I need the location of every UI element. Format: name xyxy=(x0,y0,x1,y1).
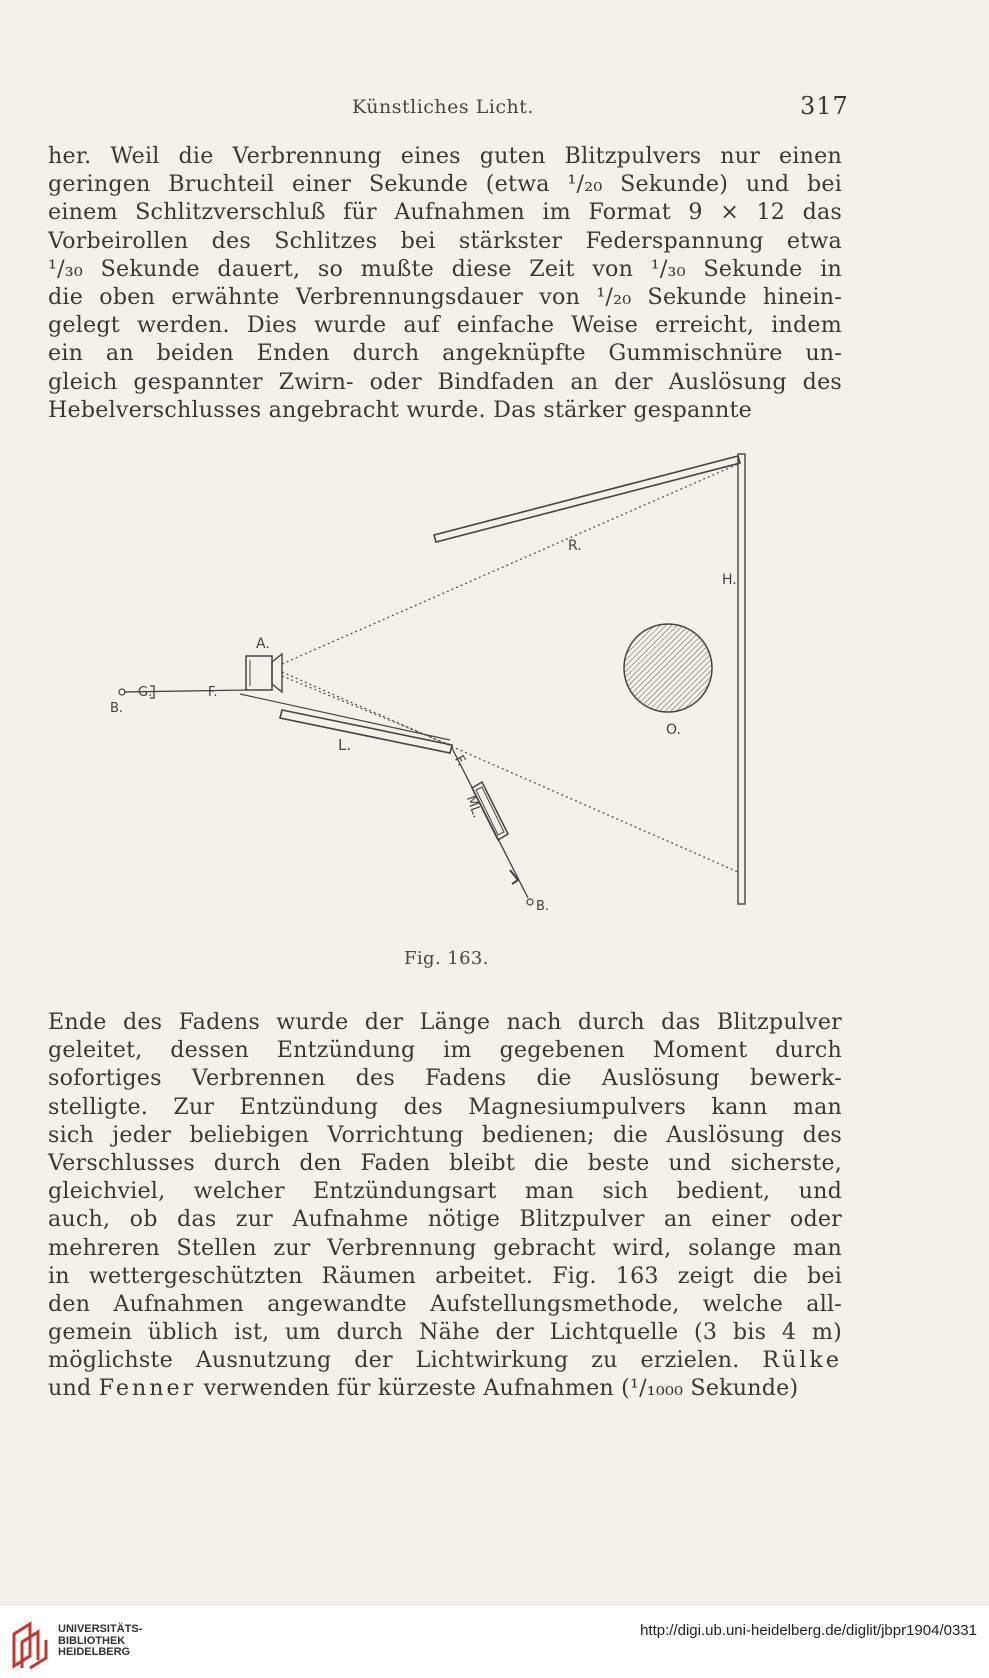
library-name-line: HEIDELBERG xyxy=(58,1646,131,1658)
label-f1: F. xyxy=(208,685,218,700)
text-line: Ende des Fadens wurde der Länge nach durch das Blitzpulver xyxy=(48,1009,842,1035)
text-line: einem Schlitzverschluß für Aufnahmen im Format 9 × 12 das xyxy=(48,199,842,226)
text-line: Vorbeirollen des Schlitzes bei stärkster Federspannung etwa xyxy=(48,227,842,254)
text-line: die oben erwähnte Verbrennungsdauer von ¹/₂₀ Sekunde hinein- xyxy=(48,283,842,310)
board-l xyxy=(280,710,452,753)
library-name-line: UNIVERSITÄTS- xyxy=(58,1623,143,1635)
library-name-line: BIBLIOTHEK xyxy=(58,1634,126,1647)
paragraph-1 xyxy=(48,142,842,424)
label-f2: F. xyxy=(451,753,469,769)
label-h: H. xyxy=(722,572,737,588)
text-line: gleichviel, welcher Entzündungsart man sich bedient, und xyxy=(48,1178,842,1205)
board-h xyxy=(738,454,745,904)
text-line: sich jeder beliebigen Vorrichtung bedienen; die Auslösung des xyxy=(48,1121,842,1148)
text-line: Hebelverschlusses angebracht wurde. Das stärker gespannte xyxy=(48,396,752,423)
paragraph-2 xyxy=(48,1008,842,1403)
label-g1: G. xyxy=(138,685,153,700)
text-line: geringen Bruchteil einer Sekunde (etwa ¹/₂₀ Sekunde) und bei xyxy=(48,171,842,198)
running-head xyxy=(0,92,989,122)
text-line xyxy=(48,1374,842,1402)
text-line: ¹/₃₀ Sekunde dauert, so mußte diese Zeit von ¹/₃₀ Sekunde in xyxy=(48,255,842,282)
text-line: den Aufnahmen angewandte Aufstellungsmethode, welche all- xyxy=(48,1290,842,1317)
text-line: sofortiges Verbrennen des Fadens die Auslösung bewerk- xyxy=(48,1065,842,1092)
text-line: her. Weil die Verbrennung eines guten Blitzpulvers nur einen xyxy=(48,143,842,169)
text-line: geleitet, dessen Entzündung im gegebenen Moment durch xyxy=(48,1037,842,1064)
text-line: gleich gespannter Zwirn- oder Bindfaden an der Auslösung des xyxy=(48,368,842,395)
text-line: mehreren Stellen zur Verbrennung gebracht wird, solange man xyxy=(48,1234,842,1261)
label-l: L. xyxy=(338,736,352,754)
label-a: A. xyxy=(256,636,270,652)
label-r: R. xyxy=(568,538,582,554)
text-line: gelegt werden. Dies wurde auf einfache Weise erreicht, indem xyxy=(48,312,842,339)
author-name: Fenner xyxy=(98,1375,197,1402)
library-logo-icon xyxy=(10,1620,54,1670)
text-segment: und xyxy=(48,1375,92,1402)
text-line xyxy=(48,1346,842,1374)
text-line: Verschlusses durch den Faden bleibt die beste und sicherste, xyxy=(48,1149,842,1176)
text-line: stelligte. Zur Entzündung des Magnesiumpulvers kann man xyxy=(48,1093,842,1120)
figure-163-diagram xyxy=(110,440,770,920)
library-name xyxy=(58,1624,142,1659)
object-o xyxy=(624,624,712,712)
text-line: in wettergeschützten Räumen arbeitet. Fig. 163 zeigt die bei xyxy=(48,1262,842,1289)
author-name: Rülke xyxy=(762,1347,842,1374)
label-o: O. xyxy=(666,722,681,738)
label-b2: B. xyxy=(536,899,550,914)
running-title: Künstliches Licht. xyxy=(352,96,534,118)
page-number: 317 xyxy=(800,92,849,120)
reflector-r xyxy=(434,456,740,542)
text-segment: möglichste Ausnutzung der Lichtwirkung zu erzielen. xyxy=(48,1347,740,1374)
text-segment: verwenden für kürzeste Aufnahmen (¹/₁₀₀₀ Sekunde) xyxy=(203,1375,799,1402)
figure-caption: Fig. 163. xyxy=(404,948,489,969)
text-line: auch, ob das zur Aufnahme nötige Blitzpulver an einer oder xyxy=(48,1206,842,1233)
label-b1: B. xyxy=(110,701,124,716)
label-ml: ML. xyxy=(462,793,485,821)
library-footer xyxy=(0,1606,989,1678)
text-line: ein an beiden Enden durch angeknüpfte Gummischnüre un- xyxy=(48,340,842,367)
text-line: gemein üblich ist, um durch Nähe der Lichtquelle (3 bis 4 m) xyxy=(48,1319,842,1346)
source-url-link[interactable]: http://digi.ub.uni-heidelberg.de/diglit/jbpr1904/0331 xyxy=(640,1622,977,1639)
